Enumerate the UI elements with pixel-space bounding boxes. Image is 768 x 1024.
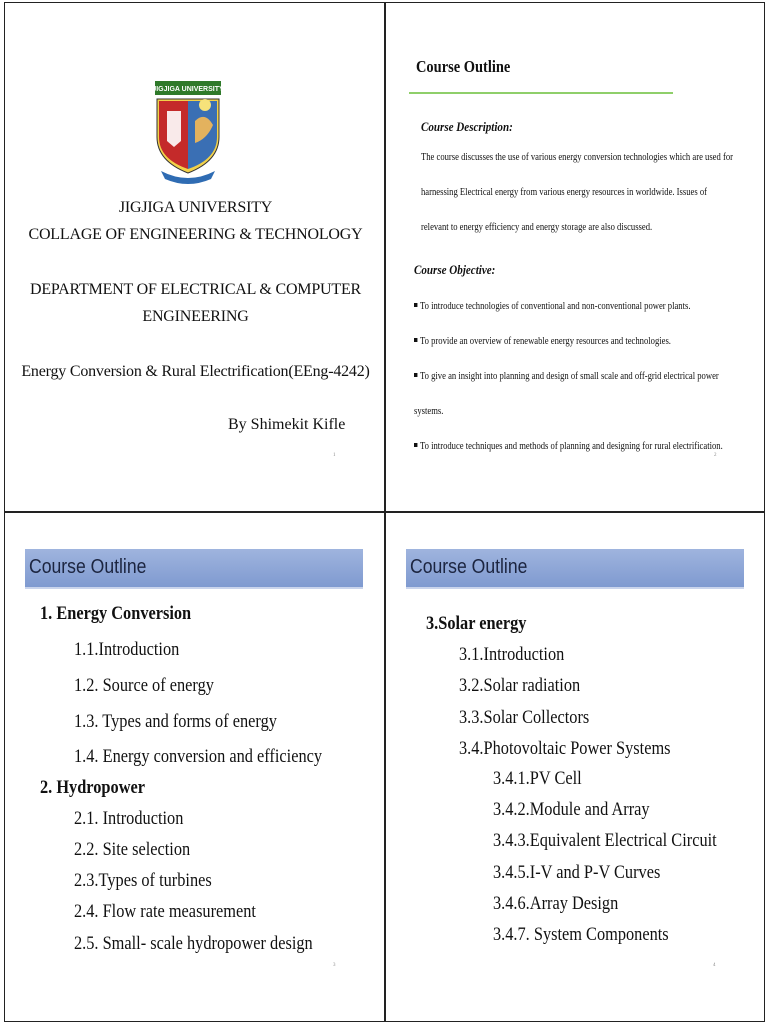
outline-item: 3.2.Solar radiation [459, 675, 581, 696]
outline-item: 2.3.Types of turbines [74, 870, 212, 891]
section-heading: 3.Solar energy [426, 613, 527, 634]
section-heading: 1. Energy Conversion [40, 603, 192, 624]
outline-item: 3.1.Introduction [459, 644, 565, 665]
slide-1 [4, 2, 385, 512]
slide-title: Course Outline [410, 556, 528, 578]
description-line: harnessing Electrical energy from various energy resources in worldwide. Issues of [421, 187, 708, 198]
outline-item: 3.3.Solar Collectors [459, 707, 590, 728]
objective-item: To introduce technologies of conventional and non-conventional power plants. [414, 301, 690, 312]
university-name: JIGJIGA UNIVERSITY [118, 199, 273, 216]
outline-item: 2.1. Introduction [74, 808, 184, 829]
course-description-heading: Course Description: [421, 119, 513, 134]
outline-item: 1.2. Source of energy [74, 675, 214, 696]
logo-text: JIGJIGA UNIVERSITY [152, 86, 224, 93]
outline-subitem: 3.4.5.I-V and P-V Curves [493, 862, 661, 883]
slide-title: Course Outline [29, 556, 147, 578]
outline-subitem: 3.4.2.Module and Array [493, 799, 650, 820]
slide-4 [385, 512, 765, 1022]
department-line-2: ENGINEERING [142, 308, 249, 325]
outline-item: 1.3. Types and forms of energy [74, 711, 277, 732]
outline-item: 2.4. Flow rate measurement [74, 901, 256, 922]
page-number: 4 [713, 963, 716, 968]
slide-2 [385, 2, 765, 512]
section-heading: 2. Hydropower [40, 777, 146, 798]
title-band [25, 549, 363, 589]
slide-3 [4, 512, 385, 1022]
description-line: The course discusses the use of various energy conversion technologies which are used for [421, 152, 733, 163]
outline-item: 1.4. Energy conversion and efficiency [74, 746, 323, 767]
description-line: relevant to energy efficiency and energy storage are also discussed. [421, 222, 653, 233]
outline-subitem: 3.4.6.Array Design [493, 893, 619, 914]
author: By Shimekit Kifle [228, 416, 346, 433]
department-line-1: DEPARTMENT OF ELECTRICAL & COMPUTER [29, 281, 362, 298]
slide-title: Course Outline [416, 57, 511, 76]
objective-item: To provide an overview of renewable energy resources and technologies. [414, 336, 671, 347]
title-band [406, 549, 744, 589]
outline-subitem: 3.4.7. System Components [493, 924, 669, 945]
outline-item: 2.2. Site selection [74, 839, 191, 860]
outline-item: 1.1.Introduction [74, 639, 180, 660]
page-number: 2 [714, 453, 717, 458]
title-underline [409, 92, 673, 94]
course-objective-heading: Course Objective: [414, 262, 496, 277]
outline-item: 2.5. Small- scale hydropower design [74, 933, 313, 954]
course-name: Energy Conversion & Rural Electrification(EEng-4242) [21, 363, 370, 380]
objective-item: To give an insight into planning and design of small scale and off-grid electrical power [414, 371, 719, 382]
page-number: 1 [333, 453, 336, 458]
objective-item-continuation: systems. [414, 406, 444, 417]
outline-subitem: 3.4.3.Equivalent Electrical Circuit [493, 830, 717, 851]
university-logo [151, 81, 225, 185]
objective-item: To introduce techniques and methods of planning and designing for rural electrification. [414, 441, 723, 452]
outline-subitem: 3.4.1.PV Cell [493, 768, 582, 789]
college-name: COLLAGE OF ENGINEERING & TECHNOLOGY [28, 226, 363, 243]
outline-item: 3.4.Photovoltaic Power Systems [459, 738, 671, 759]
page-number: 3 [333, 963, 336, 968]
